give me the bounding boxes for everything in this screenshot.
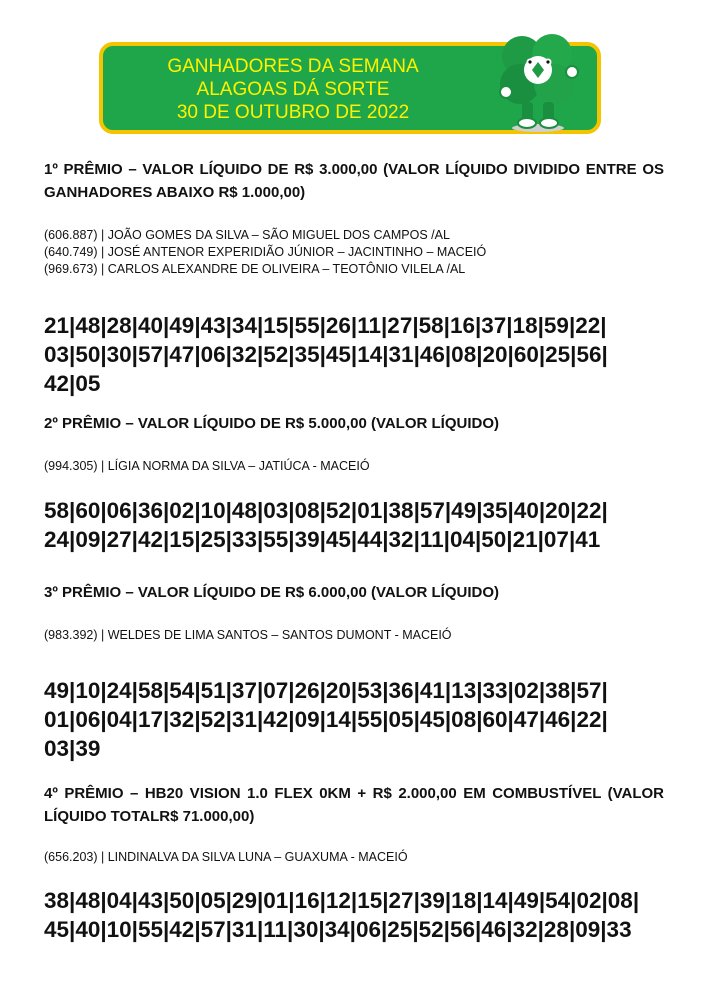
- prize-section-4: [44, 782, 664, 828]
- winners-list-4: [44, 849, 664, 866]
- numbers-line: 24|09|27|42|15|25|33|55|39|45|44|32|11|04|50|21|07|41: [44, 527, 601, 552]
- winner-entry: (656.203) | LINDINALVA DA SILVA LUNA – GUAXUMA - MACEIÓ: [44, 850, 408, 864]
- banner-line-1: GANHADORES DA SEMANA: [167, 56, 419, 77]
- winners-list-3: [44, 627, 664, 644]
- winner-entry: (969.673) | CARLOS ALEXANDRE DE OLIVEIRA – TEOTÔNIO VILELA /AL: [44, 262, 466, 276]
- prize-title: 1º PRÊMIO – VALOR LÍQUIDO DE R$ 3.000,00 (VALOR LÍQUIDO DIVIDIDO ENTRE OS GANHADORES ABAIXO R$ 1.000,00): [44, 161, 664, 201]
- numbers-line: 49|10|24|58|54|51|37|07|26|20|53|36|41|13|33|02|38|57|: [44, 678, 608, 703]
- clover-mascot-icon: [492, 26, 584, 132]
- prize-title: 4º PRÊMIO – HB20 VISION 1.0 FLEX 0KM + R$ 2.000,00 EM COMBUSTÍVEL (VALOR LÍQUIDO TOTALR$ 71.000,00): [44, 785, 664, 825]
- prize-section-2: [44, 412, 664, 435]
- winners-list-2: [44, 458, 664, 475]
- prize-section-3: [44, 581, 664, 604]
- drawn-numbers-4: [44, 886, 664, 944]
- winner-entry: (640.749) | JOSÉ ANTENOR EXPERIDIÃO JÚNIOR – JACINTINHO – MACEIÓ: [44, 245, 487, 259]
- drawn-numbers-1: [44, 311, 664, 398]
- drawn-numbers-3: [44, 676, 664, 763]
- numbers-line: 45|40|10|55|42|57|31|11|30|34|06|25|52|56|46|32|28|09|33: [44, 917, 632, 942]
- numbers-line: 03|39: [44, 736, 101, 761]
- numbers-line: 58|60|06|36|02|10|48|03|08|52|01|38|57|49|35|40|20|22|: [44, 498, 608, 523]
- numbers-line: 03|50|30|57|47|06|32|52|35|45|14|31|46|08|20|60|25|56|: [44, 342, 608, 367]
- prize-title: 3º PRÊMIO – VALOR LÍQUIDO DE R$ 6.000,00 (VALOR LÍQUIDO): [44, 584, 500, 601]
- prize-section-1: [44, 158, 664, 204]
- drawn-numbers-2: [44, 496, 664, 554]
- numbers-line: 42|05: [44, 371, 101, 396]
- winner-entry: (983.392) | WELDES DE LIMA SANTOS – SANTOS DUMONT - MACEIÓ: [44, 628, 452, 642]
- numbers-line: 21|48|28|40|49|43|34|15|55|26|11|27|58|16|37|18|59|22|: [44, 313, 607, 338]
- winner-entry: (994.305) | LÍGIA NORMA DA SILVA – JATIÚCA - MACEIÓ: [44, 459, 370, 473]
- winners-list-1: [44, 227, 664, 278]
- banner-title: [103, 55, 483, 124]
- winner-entry: (606.887) | JOÃO GOMES DA SILVA – SÃO MIGUEL DOS CAMPOS /AL: [44, 228, 450, 242]
- prize-title: 2º PRÊMIO – VALOR LÍQUIDO DE R$ 5.000,00 (VALOR LÍQUIDO): [44, 415, 500, 432]
- banner-line-3: 30 DE OUTUBRO DE 2022: [176, 102, 410, 123]
- numbers-line: 01|06|04|17|32|52|31|42|09|14|55|05|45|08|60|47|46|22|: [44, 707, 608, 732]
- numbers-line: 38|48|04|43|50|05|29|01|16|12|15|27|39|18|14|49|54|02|08|: [44, 888, 640, 913]
- banner-line-2: ALAGOAS DÁ SORTE: [196, 79, 390, 100]
